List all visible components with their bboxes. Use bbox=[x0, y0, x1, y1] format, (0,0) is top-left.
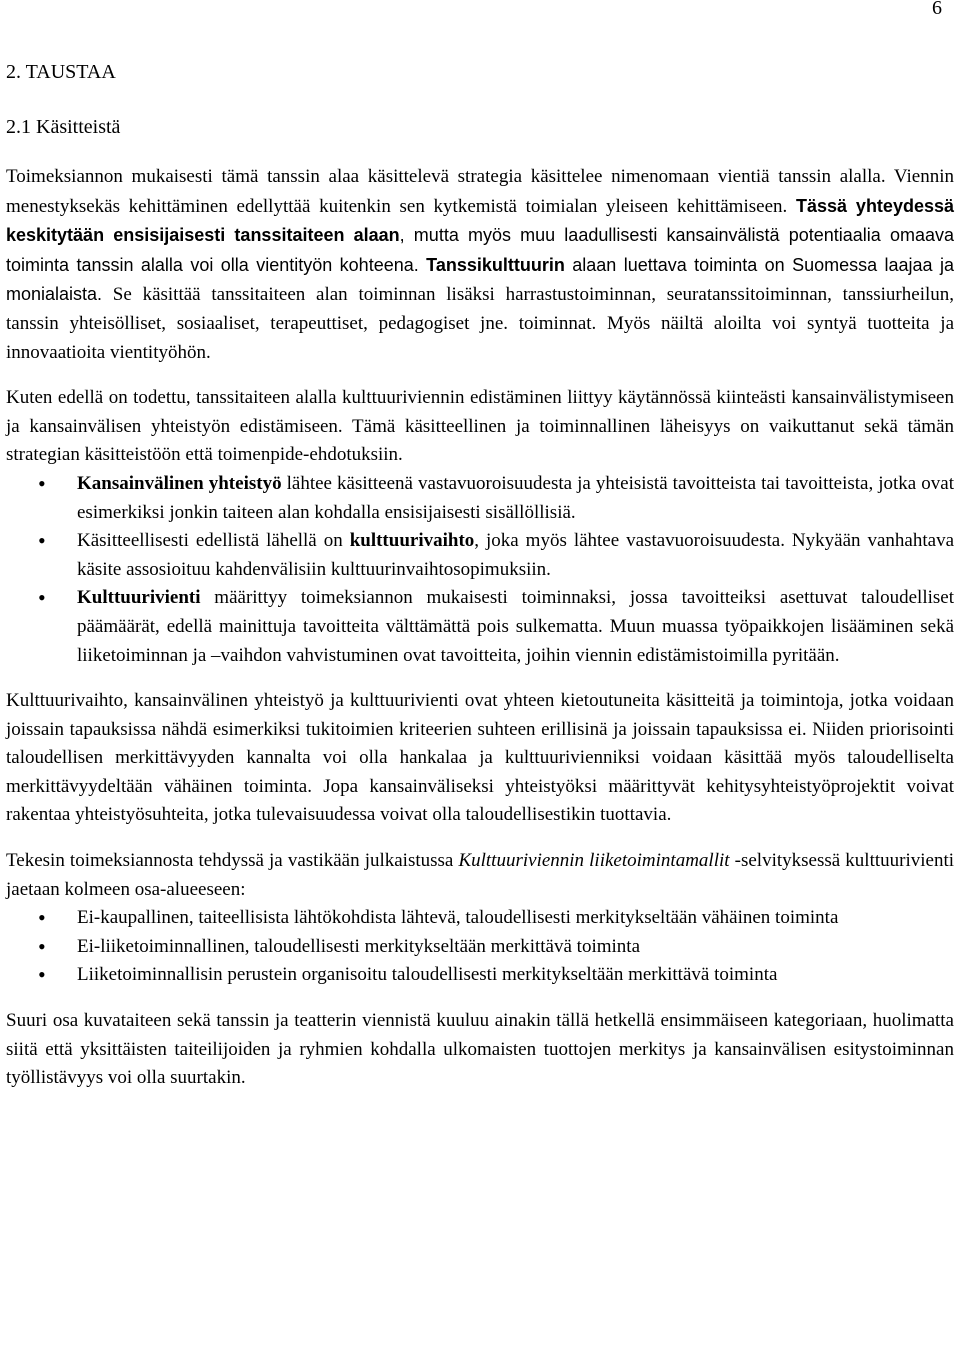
list-item bbox=[6, 527, 954, 584]
p1-bold-focus: Tässä yhteydessä keskitytään ensisijaisesti tanssitaiteen alaan bbox=[6, 195, 954, 246]
list-item-term: kulttuurivaihto bbox=[349, 530, 475, 552]
list-item-term: Kansainvälinen yhteistyö bbox=[77, 472, 282, 494]
p1-text-f: Se käsittää tanssitaiteen alan toiminnan lisäksi harrastustoiminnan, seuratanssitoiminnan, tanssiurheilun, tanssin yhteisölliset, sosiaaliset, terapeuttiset, pedagogiset jne. toiminnat. Myös näiltä aloilta voi syntyä tuotteita ja innovaatioita vientityöhön. bbox=[6, 284, 954, 363]
p1-text-c: , mutta myös muu laadullisesti kansainvälistä potentiaalia omaava toiminta tanssin alalla voi olla vientityön kohteena. bbox=[6, 225, 954, 275]
list-item-text: Käsitteellisesti edellistä lähellä on bbox=[77, 530, 350, 552]
p1-bold-tanssikulttuuri: Tanssikulttuurin bbox=[426, 254, 565, 275]
p4-text-a: Tekesin toimeksiannosta tehdyssä ja vastikään julkaistussa bbox=[6, 850, 459, 872]
list-item bbox=[6, 584, 954, 670]
p1-text-e: alaan luettava toiminta on Suomessa laajaa ja monialaista. bbox=[6, 254, 955, 305]
list-item-text: lähtee käsitteenä vastavuoroisuudesta ja yhteisistä tavoitteista tai tavoitteista, jotka ovat esimerkiksi jonkin taiteen alan kohdalla ensisijaisesti sisällöllisiä. bbox=[77, 472, 954, 523]
paragraph-intro bbox=[6, 163, 954, 367]
list-item bbox=[6, 470, 954, 527]
concept-list bbox=[6, 470, 954, 670]
document-body bbox=[6, 58, 954, 1110]
list-item: • Ei-kaupallinen, taiteellisista lähtökohdista lähtevä, taloudellisesti merkitykseltään vähäinen toiminta bbox=[6, 904, 954, 933]
page-number: 6 bbox=[932, 0, 942, 19]
list-item: • Ei-liiketoiminnallinen, taloudellisesti merkitykseltään merkittävä toiminta bbox=[6, 933, 954, 962]
p4-text-b: -selvityksessä kulttuurivienti jaetaan kolmeen osa-alueeseen: bbox=[6, 850, 954, 900]
chapter-heading: 2. TAUSTAA bbox=[6, 61, 116, 83]
p1-text-a: Toimeksiannon mukaisesti tämä tanssin alaa käsittelevä strategia käsittelee nimenomaan vientiä tanssin alalla. Viennin menestyksekäs kehittäminen edellyttää kuitenkin sen kytkemistä toimialan yleiseen kehittämiseen. bbox=[6, 166, 954, 217]
report-title: Kulttuuriviennin liiketoimintamallit bbox=[458, 850, 730, 872]
paragraph-conclusion: Suuri osa kuvataiteen sekä tanssin ja teatterin viennistä kuuluu ainakin tällä hetkellä ensimmäiseen kategoriaan, huolimatta siitä että yksittäisten taiteilijoiden ja ryhmien kohdalla ulkomaisten tuottojen merkitys ja kansainvälisen esitystoiminnan työllistävyys voi olla suurtakin. bbox=[6, 1010, 954, 1089]
export-category-list bbox=[6, 904, 954, 990]
section-heading: 2.1 Käsitteistä bbox=[6, 116, 121, 138]
paragraph-tekes bbox=[6, 847, 954, 904]
paragraph-intertwined: Kulttuurivaihto, kansainvälinen yhteistyö ja kulttuurivienti ovat yhteen kietoutuneita käsitteitä ja toimintoja, jotka voidaan joissain tapauksissa nähdä esimerkiksi tukitoimien kriteerien suhteen erillisinä ja joissain tapauksissa ei. Niiden priorisointi taloudellisen merkittävyyden kannalta voi olla hankalaa ja kulttuurivienniksi voidaan käsittää myös taloudelliselta merkittävyydeltään vähäinen toiminta. Jopa kansainväliseksi yhteistyöksi määrittyvät kehitysyhteistyöprojektit voivat rakentaa yhteistyösuhteita, jotka tulevaisuudessa voivat olla taloudellisestikin tuottavia. bbox=[6, 690, 954, 826]
list-item-text: , joka myös lähtee vastavuoroisuudesta. Nykyään vanhahtava käsite assosioituu kahdenvälisiin kulttuurinvaihtosopimuksiin. bbox=[77, 530, 955, 580]
paragraph-context: Kuten edellä on todettu, tanssitaiteen alalla kulttuuriviennin edistäminen liittyy käytännössä kiinteästi kansainvälistymiseen ja kansainvälisen yhteistyön edistämiseen. Tämä käsitteellinen ja toiminnallinen läheisyys on vaikuttanut sekä tämän strategian käsitteistöön että toimenpide-ehdotuksiin. bbox=[6, 387, 954, 466]
list-item: • Liiketoiminnallisin perustein organisoitu taloudellisesti merkitykseltään merkittävä toiminta bbox=[6, 961, 954, 990]
list-item-term: Kulttuurivienti bbox=[77, 587, 201, 609]
list-item-text: määrittyy toimeksiannon mukaisesti toiminnaksi, jossa tavoitteiksi asettuvat taloudelliset päämäärät, edellä mainittuja tavoitteita välttämättä pois sulkematta. Muun muassa työpaikkojen lisääminen sekä liiketoiminnan ja –vaihdon vahvistuminen ovat tavoitteita, joihin viennin edistämistoimilla pyritään. bbox=[77, 587, 954, 666]
